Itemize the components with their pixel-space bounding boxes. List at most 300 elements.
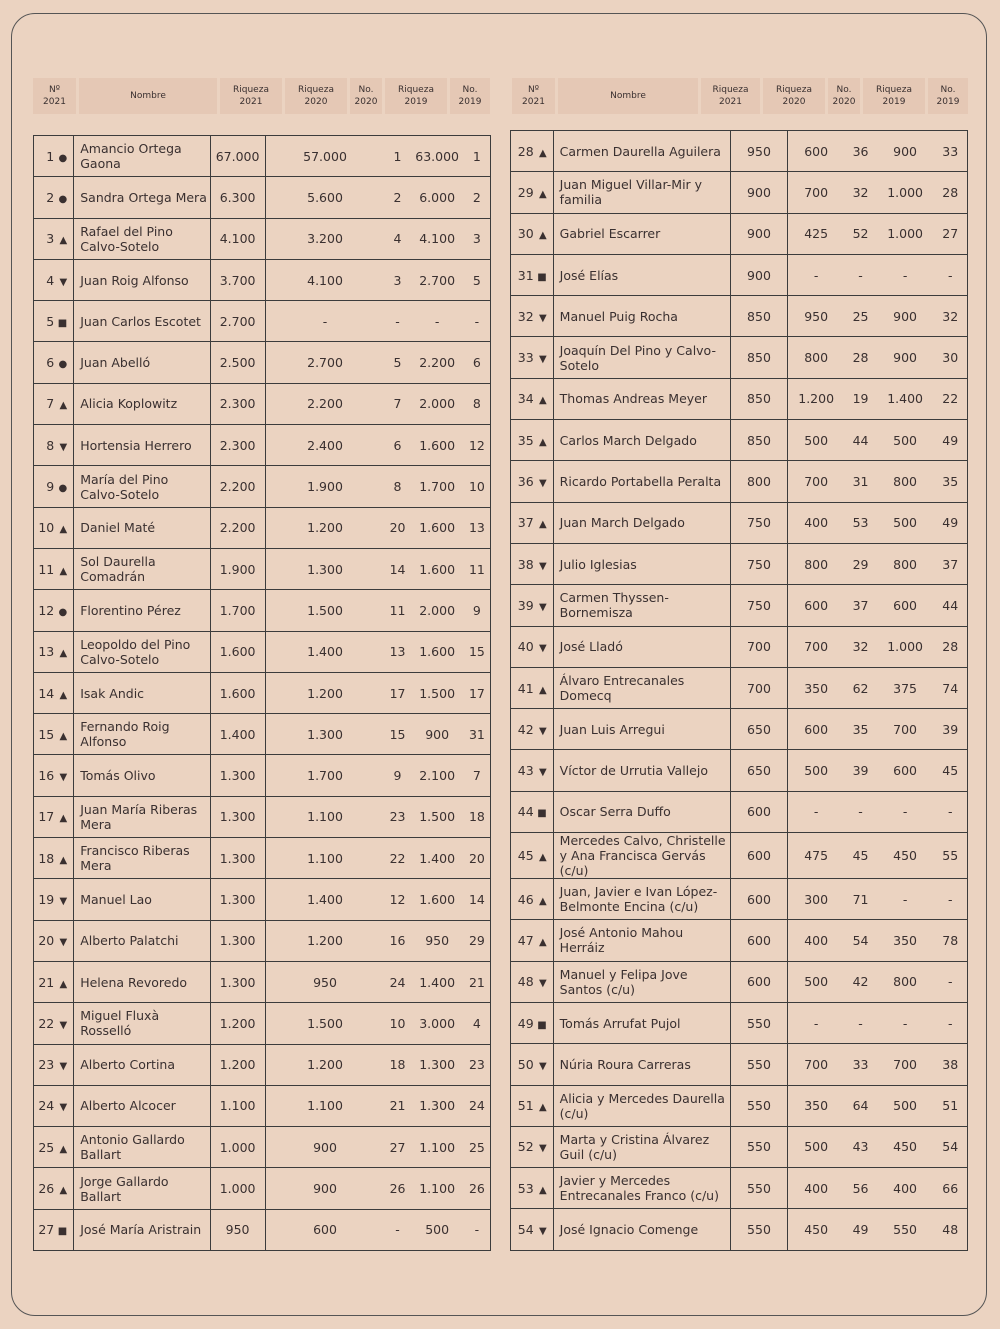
wealth-2021-cell: 1.300 <box>210 879 265 920</box>
up-triangle-icon: ▲ <box>59 1185 68 1197</box>
rank-number: 13 <box>38 644 55 660</box>
up-triangle-icon: ▲ <box>538 230 547 242</box>
down-triangle-icon: ▼ <box>59 772 68 784</box>
rank-2020-cell: 32 <box>844 172 876 213</box>
rank-2019-cell: 55 <box>933 833 967 879</box>
name-cell: Isak Andic <box>74 672 210 713</box>
wealth-2021-cell: 2.200 <box>210 507 265 548</box>
name-cell: Helena Revoredo <box>74 961 210 1002</box>
rank-2019-cell: 9 <box>464 590 491 631</box>
rank-2019-cell: - <box>464 301 491 342</box>
rank-number: 10 <box>38 520 55 536</box>
down-triangle-icon: ▼ <box>538 560 547 572</box>
name-cell: Tomás Arrufat Pujol <box>553 1002 730 1043</box>
table-row <box>34 466 491 507</box>
table-row <box>34 1127 491 1168</box>
table-row <box>511 131 968 172</box>
wealth-2021-cell: 600 <box>731 920 788 961</box>
wealth-2020-cell: 425 <box>787 213 844 254</box>
wealth-2020-cell: 1.500 <box>265 1003 385 1044</box>
rank-number: 19 <box>38 891 55 907</box>
rank-2019-cell: 23 <box>464 1044 491 1085</box>
down-triangle-icon: ▼ <box>538 354 547 366</box>
header-no2019: No. 2019 <box>450 78 490 114</box>
wealth-2020-cell: - <box>787 254 844 295</box>
wealth-2021-cell: 1.200 <box>210 1044 265 1085</box>
wealth-2021-cell: 550 <box>731 1002 788 1043</box>
wealth-2019-cell: 375 <box>877 667 934 708</box>
table-row <box>511 1168 968 1209</box>
rank-cell <box>511 791 554 832</box>
rank-cell <box>34 383 74 424</box>
name-cell: Manuel y Felipa Jove Santos (c/u) <box>553 961 730 1002</box>
name-cell: Juan Carlos Escotet <box>74 301 210 342</box>
table-row <box>34 1003 491 1044</box>
rank-cell <box>34 425 74 466</box>
wealth-2019-cell: 1.500 <box>410 672 463 713</box>
rank-2020-cell: 21 <box>385 1085 411 1126</box>
rank-cell <box>511 254 554 295</box>
rank-2020-cell: 52 <box>844 213 876 254</box>
wealth-2019-cell: 450 <box>877 833 934 879</box>
wealth-2021-cell: 750 <box>731 543 788 584</box>
wealth-2020-cell: 950 <box>265 961 385 1002</box>
wealth-2019-cell: 500 <box>877 1085 934 1126</box>
rank-2019-cell: 10 <box>464 466 491 507</box>
wealth-2019-cell: 1.600 <box>410 548 463 589</box>
rank-2020-cell: 2 <box>385 177 411 218</box>
wealth-2020-cell: 1.900 <box>265 466 385 507</box>
wealth-2021-cell: 700 <box>731 626 788 667</box>
rank-number: 41 <box>517 680 534 696</box>
wealth-2019-cell: 2.000 <box>410 590 463 631</box>
table-row <box>34 920 491 961</box>
down-triangle-icon: ▼ <box>538 601 547 613</box>
rank-cell <box>34 1127 74 1168</box>
wealth-2021-cell: 1.300 <box>210 961 265 1002</box>
rank-number: 34 <box>517 391 534 407</box>
wealth-2020-cell: 350 <box>787 667 844 708</box>
down-triangle-icon: ▼ <box>59 895 68 907</box>
rank-2019-cell: 30 <box>933 337 967 378</box>
name-cell: Miguel Fluxà Rosselló <box>74 1003 210 1044</box>
down-triangle-icon: ▼ <box>538 643 547 655</box>
rank-2020-cell: 12 <box>385 879 411 920</box>
table-row <box>34 136 491 177</box>
wealth-2020-cell: 1.100 <box>265 838 385 879</box>
table-row <box>511 585 968 626</box>
rank-2019-cell: 35 <box>933 461 967 502</box>
wealth-2020-cell: 800 <box>787 543 844 584</box>
wealth-2019-cell: 1.400 <box>410 838 463 879</box>
wealth-2020-cell: 500 <box>787 961 844 1002</box>
table-row <box>511 1002 968 1043</box>
wealth-2021-cell: 650 <box>731 709 788 750</box>
rank-cell <box>34 590 74 631</box>
name-cell: Sol Daurella Comadrán <box>74 548 210 589</box>
rank-2019-cell: 66 <box>933 1168 967 1209</box>
rank-2019-cell: 54 <box>933 1126 967 1167</box>
name-cell: Juan Luis Arregui <box>553 709 730 750</box>
up-triangle-icon: ▲ <box>538 519 547 531</box>
wealth-2019-cell: 2.000 <box>410 383 463 424</box>
rank-2019-cell: 25 <box>464 1127 491 1168</box>
rank-number: 7 <box>46 396 55 412</box>
wealth-2021-cell: 850 <box>731 378 788 419</box>
wealth-2021-cell: 850 <box>731 296 788 337</box>
wealth-2021-cell: 550 <box>731 1044 788 1085</box>
name-cell: Manuel Puig Rocha <box>553 296 730 337</box>
rank-2019-cell: - <box>933 254 967 295</box>
rank-2020-cell: - <box>385 1209 411 1250</box>
rank-number: 16 <box>38 768 55 784</box>
wealth-2021-cell: 2.300 <box>210 425 265 466</box>
rank-2020-cell: 3 <box>385 259 411 300</box>
wealth-2021-cell: 850 <box>731 337 788 378</box>
rank-cell <box>511 626 554 667</box>
rank-2020-cell: 56 <box>844 1168 876 1209</box>
rank-cell <box>511 961 554 1002</box>
rank-number: 28 <box>517 143 534 159</box>
rank-number: 54 <box>517 1222 534 1238</box>
header-name: Nombre <box>79 78 217 114</box>
wealth-2019-cell: - <box>877 879 934 920</box>
name-cell: Alberto Cortina <box>74 1044 210 1085</box>
down-triangle-icon: ▼ <box>59 937 68 949</box>
rank-cell <box>511 420 554 461</box>
wealth-2020-cell: 57.000 <box>265 136 385 177</box>
rank-2019-cell: 11 <box>464 548 491 589</box>
wealth-2019-cell: 500 <box>877 420 934 461</box>
rank-number: 33 <box>517 350 534 366</box>
rank-2019-cell: 12 <box>464 425 491 466</box>
rank-number: 18 <box>38 850 55 866</box>
name-cell: Florentino Pérez <box>74 590 210 631</box>
square-icon: ■ <box>537 808 547 820</box>
up-triangle-icon: ▲ <box>59 235 68 247</box>
name-cell: Víctor de Urrutia Vallejo <box>553 750 730 791</box>
table-row <box>34 425 491 466</box>
header-r2019: Riqueza 2019 <box>385 78 447 114</box>
rank-2020-cell: 39 <box>844 750 876 791</box>
rank-2019-cell: 29 <box>464 920 491 961</box>
wealth-2019-cell: 1.600 <box>410 879 463 920</box>
rank-2019-cell: 49 <box>933 502 967 543</box>
rank-cell <box>511 461 554 502</box>
rank-number: 47 <box>517 932 534 948</box>
wealth-2019-cell: 500 <box>410 1209 463 1250</box>
header-r2021: Riqueza 2021 <box>220 78 282 114</box>
rank-number: 42 <box>517 721 534 737</box>
rank-number: 45 <box>517 848 534 864</box>
wealth-2020-cell: 1.200 <box>787 378 844 419</box>
table-row <box>511 543 968 584</box>
wealth-2020-cell: 3.200 <box>265 218 385 259</box>
rank-2019-cell: 15 <box>464 631 491 672</box>
table-row <box>511 1209 968 1250</box>
up-triangle-icon: ▲ <box>59 730 68 742</box>
rank-2020-cell: 32 <box>844 626 876 667</box>
rank-number: 15 <box>38 726 55 742</box>
wealth-2020-cell: 2.200 <box>265 383 385 424</box>
rank-number: 1 <box>46 148 55 164</box>
name-cell: Sandra Ortega Mera <box>74 177 210 218</box>
rank-cell <box>511 879 554 920</box>
rank-2019-cell: 7 <box>464 755 491 796</box>
up-triangle-icon: ▲ <box>538 1184 547 1196</box>
wealth-2021-cell: 750 <box>731 585 788 626</box>
wealth-2019-cell: 600 <box>877 750 934 791</box>
rank-number: 48 <box>517 974 534 990</box>
wealth-2020-cell: 500 <box>787 750 844 791</box>
rank-number: 17 <box>38 809 55 825</box>
rank-number: 32 <box>517 308 534 324</box>
rank-2020-cell: 20 <box>385 507 411 548</box>
header-r2021: Riqueza 2021 <box>701 78 760 114</box>
table-row <box>511 961 968 1002</box>
wealth-2019-cell: 3.000 <box>410 1003 463 1044</box>
wealth-2019-cell: 2.200 <box>410 342 463 383</box>
name-cell: Álvaro Entrecanales Domecq <box>553 667 730 708</box>
wealth-2019-cell: - <box>877 1002 934 1043</box>
wealth-2019-cell: 1.600 <box>410 425 463 466</box>
rank-number: 22 <box>38 1015 55 1031</box>
name-cell: José Elías <box>553 254 730 295</box>
rank-cell <box>511 131 554 172</box>
wealth-2020-cell: 350 <box>787 1085 844 1126</box>
name-cell: Alicia Koplowitz <box>74 383 210 424</box>
wealth-2019-cell: - <box>877 254 934 295</box>
wealth-2020-cell: 300 <box>787 879 844 920</box>
rank-number: 8 <box>46 437 55 453</box>
wealth-2019-cell: 400 <box>877 1168 934 1209</box>
rank-number: 44 <box>517 804 534 820</box>
rank-number: 53 <box>517 1180 534 1196</box>
up-triangle-icon: ▲ <box>538 147 547 159</box>
rank-2019-cell: 4 <box>464 1003 491 1044</box>
table-row <box>511 667 968 708</box>
wealth-2020-cell: - <box>787 791 844 832</box>
name-cell: Ricardo Portabella Peralta <box>553 461 730 502</box>
rank-number: 35 <box>517 432 534 448</box>
rank-cell <box>34 507 74 548</box>
rank-2020-cell: 13 <box>385 631 411 672</box>
wealth-2019-cell: 350 <box>877 920 934 961</box>
rank-2020-cell: 49 <box>844 1209 876 1250</box>
wealth-2021-cell: 1.100 <box>210 1085 265 1126</box>
rank-2019-cell: - <box>933 791 967 832</box>
wealth-2020-cell: 700 <box>787 626 844 667</box>
table-row <box>511 920 968 961</box>
rank-2019-cell: 22 <box>933 378 967 419</box>
wealth-2020-cell: 4.100 <box>265 259 385 300</box>
rank-2020-cell: 19 <box>844 378 876 419</box>
wealth-2019-cell: 900 <box>877 337 934 378</box>
rank-cell <box>34 1209 74 1250</box>
wealth-2019-cell: 1.600 <box>410 631 463 672</box>
up-triangle-icon: ▲ <box>59 400 68 412</box>
rank-2020-cell: 54 <box>844 920 876 961</box>
wealth-2019-cell: 1.400 <box>877 378 934 419</box>
name-cell: Juan, Javier e Ivan López-Belmonte Encina (c/u) <box>553 879 730 920</box>
wealth-2021-cell: 600 <box>731 833 788 879</box>
rank-2020-cell: 45 <box>844 833 876 879</box>
rank-2020-cell: 1 <box>385 136 411 177</box>
rank-number: 50 <box>517 1056 534 1072</box>
rank-2020-cell: 53 <box>844 502 876 543</box>
rank-2019-cell: 8 <box>464 383 491 424</box>
rank-number: 31 <box>517 267 534 283</box>
wealth-2020-cell: 1.400 <box>265 631 385 672</box>
rank-2020-cell: 29 <box>844 543 876 584</box>
rank-2019-cell: 21 <box>464 961 491 1002</box>
rank-2019-cell: 18 <box>464 796 491 837</box>
rank-cell <box>34 259 74 300</box>
name-cell: José Antonio Mahou Herráiz <box>553 920 730 961</box>
wealth-2020-cell: 450 <box>787 1209 844 1250</box>
table-row <box>34 218 491 259</box>
rank-2019-cell: 51 <box>933 1085 967 1126</box>
up-triangle-icon: ▲ <box>59 565 68 577</box>
rank-cell <box>511 1209 554 1250</box>
circle-icon: ● <box>58 152 68 164</box>
table-row <box>34 301 491 342</box>
wealth-2021-cell: 700 <box>731 667 788 708</box>
up-triangle-icon: ▲ <box>538 852 547 864</box>
rank-2019-cell: 2 <box>464 177 491 218</box>
wealth-2020-cell: 900 <box>265 1168 385 1209</box>
wealth-2020-cell: 600 <box>787 585 844 626</box>
rank-number: 36 <box>517 474 534 490</box>
rank-2020-cell: 42 <box>844 961 876 1002</box>
rank-cell <box>34 672 74 713</box>
rank-cell <box>511 1085 554 1126</box>
name-cell: Juan Roig Alfonso <box>74 259 210 300</box>
wealth-2021-cell: 550 <box>731 1085 788 1126</box>
wealth-2019-cell: 800 <box>877 961 934 1002</box>
rank-2019-cell: - <box>933 1002 967 1043</box>
table-row <box>34 879 491 920</box>
rank-2020-cell: 15 <box>385 714 411 755</box>
wealth-2019-cell: 1.300 <box>410 1044 463 1085</box>
wealth-2021-cell: 1.300 <box>210 838 265 879</box>
wealth-2021-cell: 3.700 <box>210 259 265 300</box>
rank-cell <box>511 378 554 419</box>
wealth-2021-cell: 650 <box>731 750 788 791</box>
rank-number: 26 <box>38 1181 55 1197</box>
circle-icon: ● <box>58 193 68 205</box>
rank-number: 30 <box>517 226 534 242</box>
rank-cell <box>34 136 74 177</box>
right-header <box>512 78 969 114</box>
rank-number: 24 <box>38 1098 55 1114</box>
name-cell: Fernando Roig Alfonso <box>74 714 210 755</box>
rank-2019-cell: 32 <box>933 296 967 337</box>
wealth-2021-cell: 750 <box>731 502 788 543</box>
name-cell: Juan March Delgado <box>553 502 730 543</box>
down-triangle-icon: ▼ <box>538 478 547 490</box>
wealth-2020-cell: 400 <box>787 920 844 961</box>
down-triangle-icon: ▼ <box>59 441 68 453</box>
table-row <box>34 838 491 879</box>
table-row <box>511 337 968 378</box>
wealth-2020-cell: 500 <box>787 1126 844 1167</box>
rank-2020-cell: 25 <box>844 296 876 337</box>
name-cell: Jorge Gallardo Ballart <box>74 1168 210 1209</box>
table-row <box>511 420 968 461</box>
rank-cell <box>511 1002 554 1043</box>
rank-2019-cell: 28 <box>933 172 967 213</box>
rank-2020-cell: 6 <box>385 425 411 466</box>
table-row <box>34 590 491 631</box>
rank-cell <box>34 1168 74 1209</box>
wealth-2020-cell: 400 <box>787 502 844 543</box>
wealth-2020-cell: 1.700 <box>265 755 385 796</box>
wealth-2020-cell: 600 <box>265 1209 385 1250</box>
rank-2020-cell: - <box>844 1002 876 1043</box>
table-row <box>34 961 491 1002</box>
wealth-2020-cell: 600 <box>787 131 844 172</box>
down-triangle-icon: ▼ <box>59 1019 68 1031</box>
rank-number: 39 <box>517 597 534 613</box>
down-triangle-icon: ▼ <box>538 312 547 324</box>
name-cell: Marta y Cristina Álvarez Guil (c/u) <box>553 1126 730 1167</box>
rank-2019-cell: 78 <box>933 920 967 961</box>
name-cell: Antonio Gallardo Ballart <box>74 1127 210 1168</box>
wealth-2020-cell: 1.200 <box>265 1044 385 1085</box>
header-r2020: Riqueza 2020 <box>763 78 825 114</box>
down-triangle-icon: ▼ <box>59 1061 68 1073</box>
table-row <box>34 177 491 218</box>
rank-2019-cell: 28 <box>933 626 967 667</box>
name-cell: Carmen Daurella Aguilera <box>553 131 730 172</box>
table-row <box>34 1044 491 1085</box>
rank-cell <box>34 1003 74 1044</box>
wealth-2019-cell: - <box>410 301 463 342</box>
name-cell: Alberto Palatchi <box>74 920 210 961</box>
name-cell: Tomás Olivo <box>74 755 210 796</box>
wealth-2020-cell: - <box>265 301 385 342</box>
up-triangle-icon: ▲ <box>59 854 68 866</box>
rank-2020-cell: 28 <box>844 337 876 378</box>
rank-number: 51 <box>517 1098 534 1114</box>
rank-2020-cell: 27 <box>385 1127 411 1168</box>
rank-cell <box>34 1085 74 1126</box>
circle-icon: ● <box>58 359 68 371</box>
up-triangle-icon: ▲ <box>59 1143 68 1155</box>
wealth-2021-cell: 1.600 <box>210 631 265 672</box>
wealth-2020-cell: 1.100 <box>265 796 385 837</box>
wealth-2021-cell: 2.700 <box>210 301 265 342</box>
wealth-2021-cell: 1.400 <box>210 714 265 755</box>
circle-icon: ● <box>58 606 68 618</box>
wealth-2019-cell: 900 <box>877 296 934 337</box>
wealth-2020-cell: 1.200 <box>265 507 385 548</box>
rank-cell <box>511 920 554 961</box>
rank-2020-cell: - <box>844 791 876 832</box>
rank-2020-cell: - <box>844 254 876 295</box>
rank-number: 38 <box>517 556 534 572</box>
wealth-2019-cell: 600 <box>877 585 934 626</box>
rank-2019-cell: 44 <box>933 585 967 626</box>
rank-2019-cell: - <box>933 879 967 920</box>
table-row <box>34 631 491 672</box>
wealth-2020-cell: 1.200 <box>265 672 385 713</box>
table-row <box>511 750 968 791</box>
table-row <box>511 791 968 832</box>
wealth-2021-cell: 550 <box>731 1209 788 1250</box>
rank-2019-cell: 39 <box>933 709 967 750</box>
